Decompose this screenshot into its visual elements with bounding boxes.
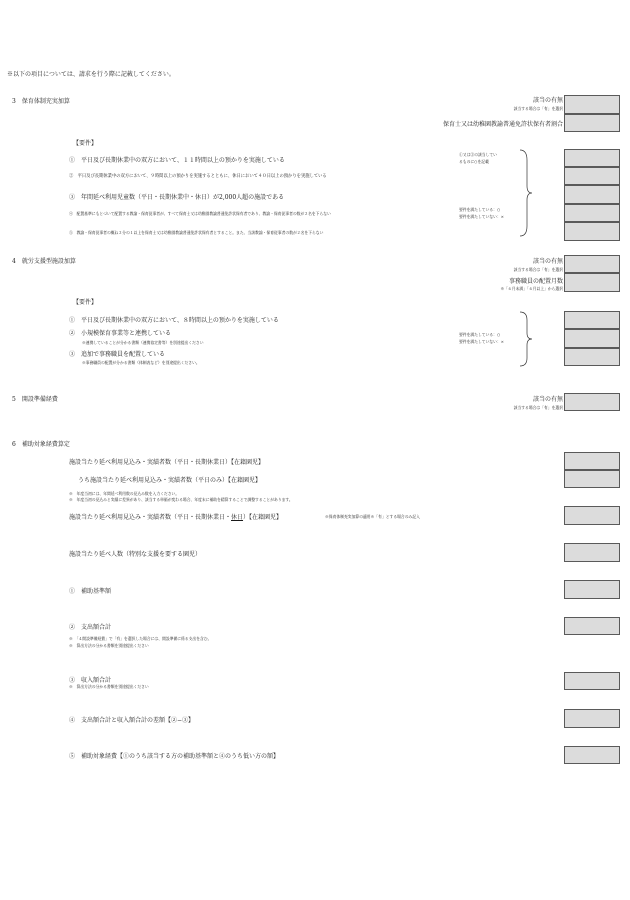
s6-line4: 施設当たり延べ人数（特別な支援を要する園児）: [69, 551, 202, 558]
s6-item1: ① 補助基準額: [69, 588, 112, 595]
section3-title: 3 保育体制充実加算: [12, 98, 70, 105]
section6-title: 6 補助対象経費算定: [12, 441, 70, 448]
s3-side-note4: 要件を満たしていない：×: [459, 214, 504, 219]
s4-req2: ② 小規模保育事業等と連携している: [69, 330, 172, 337]
s4-applicable-select[interactable]: [564, 255, 620, 273]
s4-req3-input[interactable]: [564, 348, 620, 366]
section4-title: 4 就労支援型施設加算: [12, 258, 76, 265]
s6-line3-underlined: 休日: [231, 514, 244, 521]
s6-line1: 施設当たり延べ利用見込み・実績者数（平日・長期休業日）【在籍園児】: [69, 459, 265, 466]
s6-line3-end: ）【在籍園児】: [243, 514, 283, 521]
s6-item5: ⑤ 補助対象経費【①のうち該当する方の補助基準額と④のうち低い方の額】: [69, 753, 280, 760]
s4-req3: ③ 追加で事務職員を配置している: [69, 351, 166, 358]
s3-req2-input[interactable]: [564, 167, 620, 185]
s4-req2-sub: ※連携していることが分かる書類（連携協定書等）を別途提出ください: [82, 340, 204, 345]
s6-item5-input[interactable]: [564, 746, 620, 764]
s3-req3: ③ 年間延べ利用児童数（平日・長期休業中・休日）が2,000人超の施設である: [69, 194, 285, 201]
s3-req5: ⑤ 教諭・保育従事者の概ね２分の１以上を保育士又は幼稚園教諭普通免許状保有者とすること。また、当該教諭・保育従事者の数が２名を下らない: [69, 230, 324, 235]
s5-applicable-label: 該当の有無: [532, 396, 563, 403]
s6-item3-input[interactable]: [564, 672, 620, 690]
s6-item3-note: ※ 算出方法の分かる書類を別途提出ください: [69, 684, 149, 689]
s5-applicable-hint: 該当する場合は「有」を選択: [513, 405, 563, 410]
s3-applicable-select[interactable]: [564, 95, 620, 114]
s6-line3-start: 施設当たり延べ利用見込み・実績者数（平日・長期休業日・: [69, 514, 232, 521]
s6-line2-note1: ※ 年度当初には、年間延べ利用数の見込み数を入力ください。: [69, 491, 180, 496]
s4-applicable-hint: 該当する場合は「有」を選択: [513, 267, 563, 272]
s3-ratio-input[interactable]: [564, 114, 620, 132]
s6-item4-input[interactable]: [564, 709, 620, 728]
s6-line3-input[interactable]: [564, 506, 620, 525]
instruction-note: ※以下の項目については、請求を行う際に記載してください。: [7, 71, 175, 78]
s3-side-note1: ①又は②の該当してい: [459, 152, 497, 157]
s3-req2: ② 平日及び長期休業中の双方において、９時間以上の預かりを実施するとともに、休日において４０日以上の預かりを実施している: [69, 174, 327, 179]
s4-staff-months-select[interactable]: [564, 273, 620, 292]
s6-item2-note2: ※ 算出方法の分かる書類を別途提出ください: [69, 643, 149, 648]
s3-brace: [518, 148, 534, 238]
s4-staff-label: 事務職員の配置月数: [508, 278, 563, 285]
s3-req4: ④ 配置基準にもとづいて配置する教諭・保育従事者が、すべて保育士又は幼稚園教諭普通免許状保有者であり、教諭・保育従事者の数が２名を下らない: [69, 211, 331, 216]
s3-requirements-header: 【要件】: [73, 140, 98, 147]
s5-applicable-select[interactable]: [564, 393, 620, 411]
s4-side-note2: 要件を満たしていない：×: [459, 339, 504, 344]
s4-applicable-label: 該当の有無: [532, 258, 563, 265]
s4-req2-input[interactable]: [564, 329, 620, 348]
s4-staff-hint: ※「６月未満」「６月以上」から選択: [500, 286, 563, 291]
s4-req1: ① 平日及び長期休業中の双方において、８時間以上の預かりを実施している: [69, 317, 279, 324]
s6-line3: [69, 512, 282, 521]
s4-brace: [518, 310, 534, 368]
s3-req5-input[interactable]: [564, 222, 620, 241]
s6-line2-note2: ※ 年度当初の見込みと実績に差異があり、該当する単価が変わる場合、年度末に補助を精算することで調整することがあります。: [69, 497, 293, 502]
s3-applicable-label: 該当の有無: [532, 97, 563, 104]
s3-ratio-label: 保育士又は幼稚園教諭普通免許状保有者割合: [442, 121, 563, 128]
s3-req3-input[interactable]: [564, 185, 620, 204]
s3-side-note3: 要件を満たしている：○: [459, 207, 501, 212]
s6-line4-input[interactable]: [564, 543, 620, 562]
s6-item2-input[interactable]: [564, 617, 620, 635]
s6-line3-note: ※保育体制充実加算の適用※「有」とする場合のみ記入: [325, 514, 420, 519]
s3-req1: ① 平日及び長期休業中の双方において、１１時間以上の預かりを実施している: [69, 157, 285, 164]
section5-title: 5 開設準備経費: [12, 396, 58, 403]
s4-req1-input[interactable]: [564, 311, 620, 329]
s6-item1-input[interactable]: [564, 580, 620, 599]
s3-side-note2: るものに○を記載: [459, 159, 489, 164]
s6-item2: ② 支出額合計: [69, 624, 112, 631]
s4-req3-sub: ※事務職員の配置が分かる書類（体制表など）を別途提出ください。: [82, 360, 200, 365]
s4-requirements-header: 【要件】: [73, 299, 98, 306]
s6-line2: うち施設当たり延べ利用見込み・実績者数（平日のみ）【在籍園児】: [78, 477, 262, 484]
s6-item4: ④ 支出額合計と収入額合計の差額【②−③】: [69, 717, 195, 724]
s3-req4-input[interactable]: [564, 204, 620, 222]
s3-req1-input[interactable]: [564, 149, 620, 167]
s4-side-note1: 要件を満たしている：○: [459, 332, 501, 337]
s6-line1-input[interactable]: [564, 452, 620, 470]
s6-item2-note1: ※ 「４開設準備経費」で「有」を選択した場合には、開設準備に係る支出を含む。: [69, 636, 212, 641]
s3-applicable-hint: 該当する場合は「有」を選択: [513, 106, 563, 111]
s6-line2-input[interactable]: [564, 470, 620, 488]
s6-item3: ③ 収入額合計: [69, 677, 112, 684]
